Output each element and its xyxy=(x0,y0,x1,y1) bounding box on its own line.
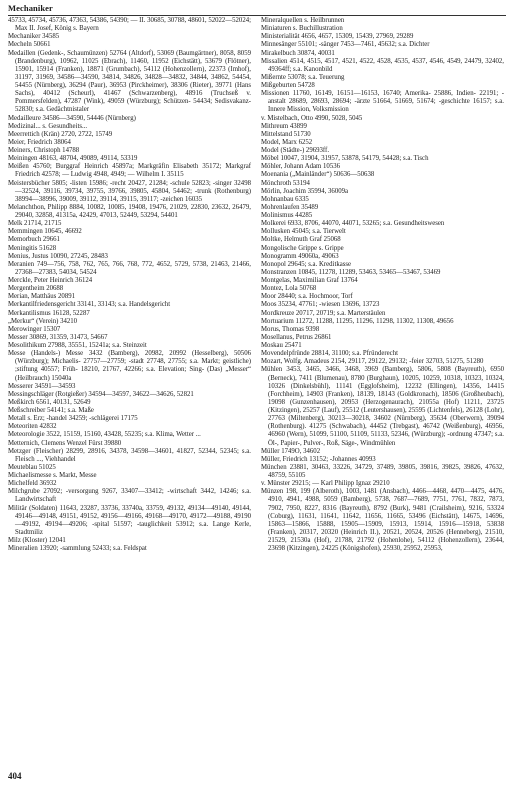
index-entry: Meißen 45760; Burggraf Heinrich 45897a; Markgräfin Elisabeth 35172; Markgraf Friedrich 42578; — Ludwig 4948, 4949; — Wilhelm I. 35115 xyxy=(8,163,251,179)
index-entry: Militär (Soldaten) 11643, 23287, 33736, 33740a, 33759, 49132, 49134—49140, 49144, 49146—49148, 49151, 49152, 49156—49166, 49168—49170, 49172—49188, 49190—49192, 49194—49206; -spital 51597; -tauglichkeit 53912; s.a. Lange Kerle, Stadtmiliz xyxy=(8,504,251,536)
index-entry: Moltke, Helmuth Graf 25068 xyxy=(261,236,341,244)
index-entry: Meuteblau 51025 xyxy=(8,463,56,471)
index-entry: Meiningen 48163, 48704, 49089, 49114, 53319 xyxy=(8,155,138,163)
index-entry: Meningitis 51628 xyxy=(8,244,57,252)
index-entry: Mohrenlaufen 35489 xyxy=(261,203,319,211)
index-entry: Menius, Justus 10090, 27245, 28483 xyxy=(8,252,108,260)
index-entry: Möbel 10047, 31904, 31957, 53878, 54179, 54428; s.a. Tisch xyxy=(261,155,429,163)
index-entry: Meistersbücher 5805; -listen 15986; -recht 20427, 21284; -schule 52823; -singer 32498—32524, 39116, 39734, 39755, 39766, 39805, 45804, 54462; -trunk (Rothenburg) 38994—38996, 39009, 39112, 39114, 39115, 39117; -zeichen 16035 xyxy=(8,179,251,203)
index-entry: Mongolische Grippe s. Grippe xyxy=(261,244,344,252)
index-entry: Medaillen (Gedenk-, Schaumünzen) 52764 (Altdorf), 53069 (Baumgärtner), 8058, 8059 (Brandenburg), 10962, 11025 (Ebrach), 11460, 11952 (Eichstätt), 53679 (Flötner), 15901, 15914 (Franken), 18871 (Grumbach), 54112 (Hohenzollern), 22373 (Imhof), 31197, 31969, 34586—34590, 34814, 34826, 34828—34832, 34844, 34862, 54454, 54455 (Nürnberg), 36294 (Paur), 36953 (Pirckheimer), 38306 (Rieter), 39771 (Hans Sachs), 40412 (Scheurl), 41467 (Schwarzenberg), 48916 (Truchseß v. Pommersfelden), 47287 (Wink), 49059 (Würzburg); Schützen- 54434; Sedisvakanz- 52830; s.a. Gedächtnistaler xyxy=(8,49,251,114)
index-entry: Monopol 29645; s.a. Kreditkasse xyxy=(261,260,352,268)
header-rule xyxy=(8,15,506,16)
index-entry: Merkantilismus 16128, 52287 xyxy=(8,309,90,317)
page-header xyxy=(8,3,506,13)
index-entry: v. Mistelbach, Otto 4990, 5028, 5045 xyxy=(261,114,363,122)
index-entry: Mühlen 3453, 3465, 3466, 3468, 3969 (Bamberg), 5806, 5808 (Bayreuth), 6950 (Berneck), 7411 (Blumenau), 8780 (Burghaun), 10205, 10259, 10318, 10323, 10324, 10326 (Dinkelsbühl), 11141 (Egglofsheim), 12232 (Ellingen), 14356, 14415 (Forchheim), 14903 (Franken), 18139, 18143 (Goldkronach), 18506 (Großheubach), 19098 (Gunzenhausen), 20953 (Herzogenaurach), 21055a (Hof) 11211, 23725 (Kitzingen), 25257 (Lauf), 25512 (Leutershausen), 25595 (Lichtenfels), 26128 (Lohr), 27763 (Miltenberg), 30213—30218, 34602 (Nürnberg), 35634 (Oberwern), 39094 (Rothenburg). 41275 (Schwabach), 44452 (Trebgast), 46742 (Weißenburg), 46956, 46960 (Wern), 51099, 51100, 51109, 51133, 52346, (Würzburg); -ordnung 47347; s.a. Öl-, Papier-, Pulver-, Roß, Säge-, Windmühlen xyxy=(261,366,504,447)
index-entry: Mechaniker 34585 xyxy=(8,33,60,41)
index-column-right xyxy=(261,17,504,553)
index-entry: Memorbuch 29661 xyxy=(8,236,60,244)
index-entry: Moos 35234, 47761; -wiesen 13696, 13723 xyxy=(261,301,380,309)
index-entry: Monstranzen 10845, 11278, 11289, 53463, 53465—53467, 53469 xyxy=(261,268,441,276)
index-entry: Meier, Friedrich 38064 xyxy=(8,138,71,146)
index-entry: Meßkirch 6561, 40131, 52649 xyxy=(8,398,91,406)
index-entry: Mirakelbuch 30874, 40031 xyxy=(261,49,335,57)
index-entry: Moenania („Mainländer“) 50636—50638 xyxy=(261,171,375,179)
index-entry: Milchgrube 27092; -versorgung 9267, 33407—33412; -wirtschaft 3442, 14246; s.a. Landwirtschaft xyxy=(8,488,251,504)
index-entry: Mordkreuze 20717, 20719; s.a. Marterstäulen xyxy=(261,309,386,317)
index-entry: Molkerei 6933, 8706, 44070, 44071, 53265; s.a. Gesundheitswesen xyxy=(261,220,445,228)
index-entry: Moskau 25471 xyxy=(261,342,302,349)
index-entry: Meiners, Christoph 14788 xyxy=(8,147,80,154)
index-entry: Müller 1749O, 34602 xyxy=(261,447,321,455)
index-entry: Mergentheim 20688 xyxy=(8,285,64,293)
index-entry: Ministerialität 4656, 4657, 15309, 15439, 27969, 29289 xyxy=(261,33,414,41)
index-entry: Münzen 198, 199 (Alberoth), 1003, 1481 (Ansbach), 4466—4468, 4470—4475, 4476, 4910, 4941, 4988, 5059 (Bamberg), 5738, 7687—7689, 7751, 7761, 7832, 7873, 7902, 7950, 8227, 8316 (Bayreuth), 8792 (Burk), 9481 (Crailsheim), 9216, 53324 (Coburg), 11631, 11641, 11642, 11656, 11665, 53496 (Eichstätt), 14675, 14696, 15863—15866, 15888, 15905—15909, 15913, 15914, 15916—15918, 53838 (Franken), 20317, 20320 (Heinrich II.), 20521, 20524, 20526 (Henneberg), 21510, 21529, 21530a (Hof), 21788, 21792 (Hohenlohe), 54112 (Hohenzollern), 23644, 23698 (Kitzingen), 24225 (Königshofen), 25930, 25952, 25953, xyxy=(261,488,504,553)
index-entry: Müller, Friedrich 13152; -Johannes 40993 xyxy=(261,455,376,463)
index-entry: Miniaturen s. Buchillustration xyxy=(261,25,343,33)
index-entry: Montez, Lola 50768 xyxy=(261,285,317,293)
index-entry: Merckle, Peter Heinrich 36124 xyxy=(8,277,93,284)
index-entry: Mittelstand 51730 xyxy=(261,130,311,138)
index-entry: Meerrettich (Krän) 2720, 2722, 15749 xyxy=(8,130,113,138)
index-entry: Mörlin, Joachim 35994, 36009a xyxy=(261,187,349,195)
index-column-left xyxy=(8,17,251,553)
index-entry: Monogramm 49060a, 49063 xyxy=(261,252,339,260)
index-entry: Meteorologie 3522, 15159, 15160, 43428, 55235; s.a. Klima, Wetter ... xyxy=(8,431,201,439)
index-entry: Mecheln 50661 xyxy=(8,41,51,49)
index-entry: Meteoriten 42832 xyxy=(8,423,57,431)
index-entry: Model, Marx 6252 xyxy=(261,138,313,146)
index-entry: Melk 21714, 21715 xyxy=(8,220,62,228)
index-entry: Medailleure 34586—34590, 54446 (Nürnberg) xyxy=(8,114,136,122)
index-entry: Meßschreiber 54141; s.a. Maße xyxy=(8,407,94,414)
index-entry: Merkantilfriedensgericht 33141, 33143; s.a. Handelsgericht xyxy=(8,301,171,309)
index-entry: Meranien 749—756, 758, 762, 765, 766, 768, 772, 4652, 5729, 5738, 21463, 21466, 27368—27383, 54034, 54524 xyxy=(8,260,251,276)
index-entry: Mineralien 13920; -sammlung 52433; s.a. Feldspat xyxy=(8,545,147,553)
index-entry: Mesolithikum 27988, 35551, 15241a; s.a. Steinzeit xyxy=(8,342,147,349)
index-entry: München 23881, 30463, 33226, 34729, 37489, 39805, 39816, 39825, 39826, 47632, 48759, 55105 xyxy=(261,463,504,479)
index-entry: Moor 28440; s.a. Hochmoor, Torf xyxy=(261,293,353,301)
index-entry: Mönchroth 53194 xyxy=(261,179,310,187)
index-entry: 45733, 45734, 45736, 47363, 54386, 54390; — II. 30685, 30788, 48601, 52022—52024; Max II. Josef, König s. Bayern xyxy=(8,17,251,33)
index-entry: Metall s. Erz; -handel 34259; -schlägerei 17175 xyxy=(8,415,138,423)
index-entry: Metzger (Fleischer) 28299, 28916, 34378, 34598—34601, 41827, 52344, 52345; s.a. Fleisch ..., Viehhandel xyxy=(8,447,251,463)
index-entry: „Merkur“ (Verein) 34210 xyxy=(8,317,78,325)
index-entry: Melanchthon, Philipp 8884, 10082, 10085, 19408, 19476, 21029, 22830, 23632, 26479, 29040, 32858, 41315a, 42429, 47013, 52449, 53294, 54401 xyxy=(8,203,251,219)
index-entry: Mortuarium 11272, 11288, 11295, 11296, 11298, 11302, 11308, 49656 xyxy=(261,317,454,325)
index-entry: Mineralquellen s. Heilbrunnen xyxy=(261,17,345,24)
index-entry: Minnesänger 55101; -sänger 7453—7461, 45632; s.a. Dichter xyxy=(261,41,430,49)
index-entry: Merian, Matthäus 20891 xyxy=(8,293,76,301)
page-number: 404 xyxy=(8,771,22,781)
index-entry: Missionen 11760, 16149, 16151—16153, 16740; Amerika- 25886, Indien- 22191; -anstalt 28689, 28693, 28694; -ärzte 51664, 51669, 51674; -geschichte 16157; s.a. Innere Mission, Volksmission xyxy=(261,90,504,114)
index-entry: Metternich, Clemens Wenzel Fürst 39880 xyxy=(8,439,122,447)
index-entry: Movendelpfründe 28814, 31100; s.a. Pfründerecht xyxy=(261,350,398,358)
index-entry: Molinismus 44285 xyxy=(261,212,313,219)
index-entry: Messingschläger (Rotgießer) 34594—34597, 34622—34626, 52821 xyxy=(8,390,194,398)
index-entry: Mosellanus, Petrus 26861 xyxy=(261,333,332,341)
index-entry: Mithreum 43899 xyxy=(261,122,307,130)
index-entry: Memmingen 10645, 46692 xyxy=(8,228,82,236)
index-entry: Mohnanbau 6335 xyxy=(261,195,309,203)
index-entry: Messerer 34591—34593 xyxy=(8,382,76,390)
index-entry: Mißernte 53078; s.a. Teuerung xyxy=(261,73,345,81)
running-head: Mechaniker xyxy=(8,3,53,13)
index-entry: Messer 30869, 31359, 31473, 54667 xyxy=(8,333,108,341)
index-entry: Mozart, Wolfg. Amadeus 2154, 29117, 29122, 29132; -feier 32703, 51275, 51280 xyxy=(261,358,484,366)
index-entry: Michelfeld 36932 xyxy=(8,480,57,488)
index-entry: Möhler, Johann Adam 10536 xyxy=(261,163,341,171)
index-entry: Merowinger 15307 xyxy=(8,325,61,333)
index-entry: Messe (Handels-) Messe 3432 (Bamberg), 20982, 20992 (Hesselberg), 50506 (Würzburg); Michaelis- 27757—27759; -stadt 27748, 27755; s.a. Markt; geistliche) ;stiftung 40557; Früh- 18210, 21767, 42266; s.a. Elevation; Sing- (Das) „Messer“ (Heilbrauch) 15040a xyxy=(8,350,251,382)
index-entry: Model (Städte-) 29693ff. xyxy=(261,147,330,154)
index-entry: Michaelismesse s. Markt, Messe xyxy=(8,472,97,479)
index-entry: Mollusken 45045; s.a. Tierwelt xyxy=(261,228,346,236)
index-entry: Montgelas, Maximilian Graf 13764 xyxy=(261,277,358,284)
index-entry: Medizinal... s. Gesundheits... xyxy=(8,122,88,130)
index-entry: Milz (Kloster) 12041 xyxy=(8,537,66,544)
index-entry: Mißgeburten 54728 xyxy=(261,82,315,89)
index-entry: Missalien 4514, 4515, 4517, 4521, 4522, 4528, 4535, 4537, 4546, 4549, 24479, 32402, 49364ff; s.a. Kanonbild xyxy=(261,57,504,73)
index-entry: Morus, Thomas 9398 xyxy=(261,325,320,333)
index-entry: v. Münster 29215; — Karl Philipp Ignaz 29210 xyxy=(261,480,390,488)
